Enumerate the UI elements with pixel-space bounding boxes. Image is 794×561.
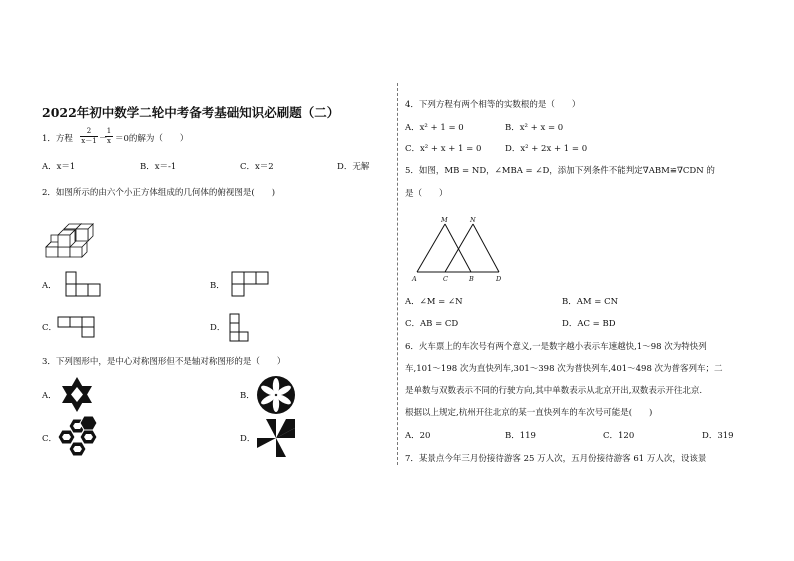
q5-stem-line1: 5．如图，MB = ND，∠MBA = ∠D，添加下列条件不能判定∇ABM≌∇CDN 的 xyxy=(405,166,715,176)
q5-option-c: C．AB = CD xyxy=(405,319,459,329)
q5-triangles-figure xyxy=(405,220,515,280)
q5-stem-line2: 是（ ） xyxy=(405,189,448,199)
q1-suffix: ＝0的解为（ ） xyxy=(115,134,189,144)
q3-option-b: B． xyxy=(240,391,255,401)
label-a: A xyxy=(412,275,417,283)
label-n: N xyxy=(470,216,476,224)
q1-option-c: C．x＝2 xyxy=(240,162,274,172)
q6-line-4: 根据以上规定,杭州开往北京的某一直快列车的车次号可能是( ) xyxy=(405,408,653,418)
q4-option-d: D．x² + 2x + 1 = 0 xyxy=(505,144,588,154)
q2-stem: 2．如图所示的由六个小正方体组成的几何体的俯视图是( ) xyxy=(42,188,276,198)
q1-option-a: A．x＝1 xyxy=(42,162,76,172)
q3-option-c: C． xyxy=(42,434,58,444)
q2-option-a-figure xyxy=(66,272,106,298)
q2-option-a: A． xyxy=(42,281,57,291)
hexagon-cluster-icon xyxy=(58,418,104,458)
q2-option-d: D． xyxy=(210,323,226,333)
column-divider xyxy=(397,83,398,465)
q6-line-2: 车,101～198 次为直快列车,301～398 次为普快列车,401～498 次为普客列车；二 xyxy=(405,364,723,374)
q1-minus: － xyxy=(99,134,108,144)
q2-option-b: B． xyxy=(210,281,225,291)
q4-option-a: A．x² + 1 = 0 xyxy=(405,123,464,133)
label-b: B xyxy=(469,275,474,283)
q3-option-d: D． xyxy=(240,434,256,444)
q1-prefix: 1．方程 xyxy=(42,134,73,144)
hexagram-icon xyxy=(58,375,98,415)
q2-option-b-figure xyxy=(232,272,272,298)
q2-option-c-figure xyxy=(58,317,98,341)
q4-option-c: C．x² + x + 1 = 0 xyxy=(405,144,482,154)
q2-cubes-figure xyxy=(44,215,104,257)
q5-option-d: D．AC = BD xyxy=(562,319,616,329)
label-c: C xyxy=(443,275,448,283)
page-title: 2022年初中数学二轮中考备考基础知识必刷题（二） xyxy=(42,105,340,120)
q6-option-b: B．119 xyxy=(505,431,536,441)
q4-stem: 4．下列方程有两个相等的实数根的是（ ） xyxy=(405,100,581,110)
label-d: D xyxy=(496,275,502,283)
q1-fraction-2: $\frac{1}{x}$ xyxy=(106,127,112,145)
q1-option-d: D．无解 xyxy=(337,162,370,172)
q6-line-3: 是单数与双数表示不同的行驶方向,其中单数表示从北京开出,双数表示开往北京. xyxy=(405,386,703,396)
q1-option-b: B．x＝-1 xyxy=(140,162,177,172)
q5-option-a: A．∠M = ∠N xyxy=(405,297,463,307)
q7-line-1: 7．某景点今年三月份接待游客 25 万人次，五月份接待游客 61 万人次，设该景 xyxy=(405,454,707,464)
q6-option-c: C．120 xyxy=(603,431,635,441)
q2-option-c: C． xyxy=(42,323,58,333)
q6-option-a: A．20 xyxy=(405,431,431,441)
q3-option-a: A． xyxy=(42,391,57,401)
q1-fraction-1: $\frac{2}{x-1}$ xyxy=(81,127,97,145)
flower-circle-icon xyxy=(256,375,296,415)
q4-option-b: B．x² + x = 0 xyxy=(505,123,564,133)
q2-option-d-figure xyxy=(230,314,260,344)
q3-stem: 3．下列图形中，是中心对称图形但不是轴对称图形的是（ ） xyxy=(42,357,286,367)
label-m: M xyxy=(441,216,448,224)
q6-line-1: 6．火车票上的车次号有两个意义,一是数字越小表示车速越快,1～98 次为特快列 xyxy=(405,342,707,352)
q5-option-b: B．AM = CN xyxy=(562,297,619,307)
pinwheel-icon xyxy=(256,418,296,458)
q6-option-d: D．319 xyxy=(702,431,734,441)
